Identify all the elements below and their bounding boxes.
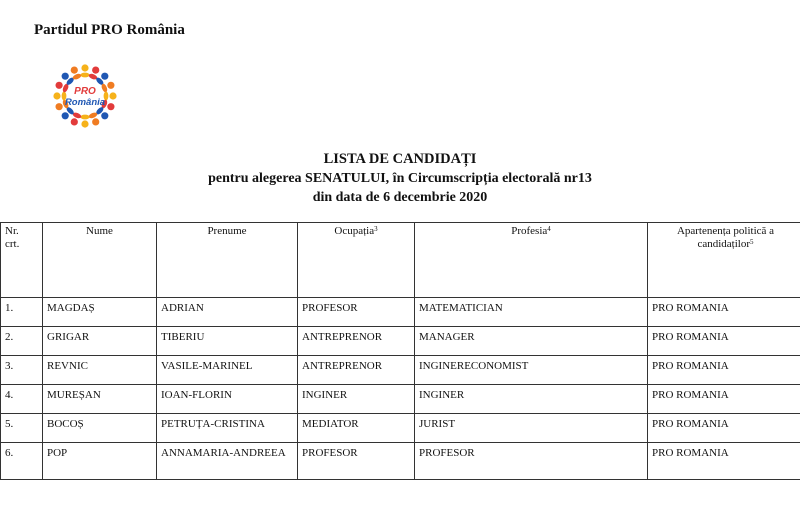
- cell-nr: 2.: [1, 327, 43, 356]
- cell-nume: GRIGAR: [43, 327, 157, 356]
- cell-ocupatia: ANTREPRENOR: [298, 327, 415, 356]
- logo-figure: [104, 92, 117, 101]
- col-profesia: [415, 223, 648, 298]
- cell-profesia: JURIST: [415, 414, 648, 443]
- cell-nr: 5.: [1, 414, 43, 443]
- table-row: [1, 443, 800, 480]
- cell-ocupatia: ANTREPRENOR: [298, 356, 415, 385]
- pro-romania-logo: [44, 58, 126, 134]
- footnote-3: 3: [374, 225, 378, 233]
- logo-figure: [81, 64, 90, 77]
- table-row: [1, 414, 800, 443]
- cell-nr: 4.: [1, 385, 43, 414]
- cell-ocupatia: PROFESOR: [298, 443, 415, 480]
- cell-nr: 3.: [1, 356, 43, 385]
- logo-figure: [62, 73, 75, 86]
- cell-nume: POP: [43, 443, 157, 480]
- logo-text-line2: România: [64, 97, 106, 108]
- col-prenume: Prenume: [157, 223, 298, 298]
- col-nume: Nume: [43, 223, 157, 298]
- cell-nume: MAGDAȘ: [43, 298, 157, 327]
- cell-prenume: PETRUȚA-CRISTINA: [157, 414, 298, 443]
- cell-apartenenta: PRO ROMANIA: [648, 443, 800, 480]
- cell-ocupatia: PROFESOR: [298, 298, 415, 327]
- cell-apartenenta: PRO ROMANIA: [648, 298, 800, 327]
- table-row: [1, 385, 800, 414]
- col-nr: [1, 223, 43, 298]
- cell-profesia: INGINERECONOMIST: [415, 356, 648, 385]
- col-nr-label-a: Nr.: [5, 225, 19, 237]
- cell-prenume: ANNAMARIA-ANDREEA: [157, 443, 298, 480]
- cell-profesia: PROFESOR: [415, 443, 648, 480]
- cell-ocupatia: MEDIATOR: [298, 414, 415, 443]
- cell-nume: REVNIC: [43, 356, 157, 385]
- cell-ocupatia: INGINER: [298, 385, 415, 414]
- cell-apartenenta: PRO ROMANIA: [648, 327, 800, 356]
- logo-text-line1: PRO: [74, 86, 96, 97]
- table-header-row: [1, 223, 800, 298]
- cell-profesia: INGINER: [415, 385, 648, 414]
- footnote-5: 5: [750, 238, 754, 246]
- cell-apartenenta: PRO ROMANIA: [648, 356, 800, 385]
- cell-apartenenta: PRO ROMANIA: [648, 414, 800, 443]
- document-title: [100, 150, 700, 207]
- table-row: [1, 356, 800, 385]
- col-ocupatia: [298, 223, 415, 298]
- cell-nr: 1.: [1, 298, 43, 327]
- title-line-3: din data de 6 decembrie 2020: [312, 190, 488, 205]
- cell-nume: MUREȘAN: [43, 385, 157, 414]
- cell-apartenenta: PRO ROMANIA: [648, 385, 800, 414]
- candidates-table: [0, 222, 800, 480]
- table-row: [1, 298, 800, 327]
- cell-profesia: MANAGER: [415, 327, 648, 356]
- cell-prenume: ADRIAN: [157, 298, 298, 327]
- party-name: Partidul PRO România: [34, 22, 185, 38]
- cell-prenume: VASILE-MARINEL: [157, 356, 298, 385]
- col-apartenenta: [648, 223, 800, 298]
- logo-figure: [81, 115, 90, 128]
- table-row: [1, 327, 800, 356]
- cell-nr: 6.: [1, 443, 43, 480]
- logo-figure: [95, 73, 108, 86]
- col-nr-label-b: crt.: [5, 238, 20, 250]
- cell-prenume: IOAN-FLORIN: [157, 385, 298, 414]
- cell-nume: BOCOȘ: [43, 414, 157, 443]
- footnote-4: 4: [547, 225, 551, 233]
- title-line-2: pentru alegerea SENATULUI, în Circumscripția electorală nr13: [208, 171, 592, 186]
- col-ocupatia-label: Ocupația: [334, 225, 375, 237]
- cell-profesia: MATEMATICIAN: [415, 298, 648, 327]
- col-apartenenta-label: Apartenența politică a candidaților: [676, 225, 775, 250]
- col-profesia-label: Profesia: [511, 225, 548, 237]
- title-line-1: LISTA DE CANDIDAȚI: [323, 151, 477, 167]
- cell-prenume: TIBERIU: [157, 327, 298, 356]
